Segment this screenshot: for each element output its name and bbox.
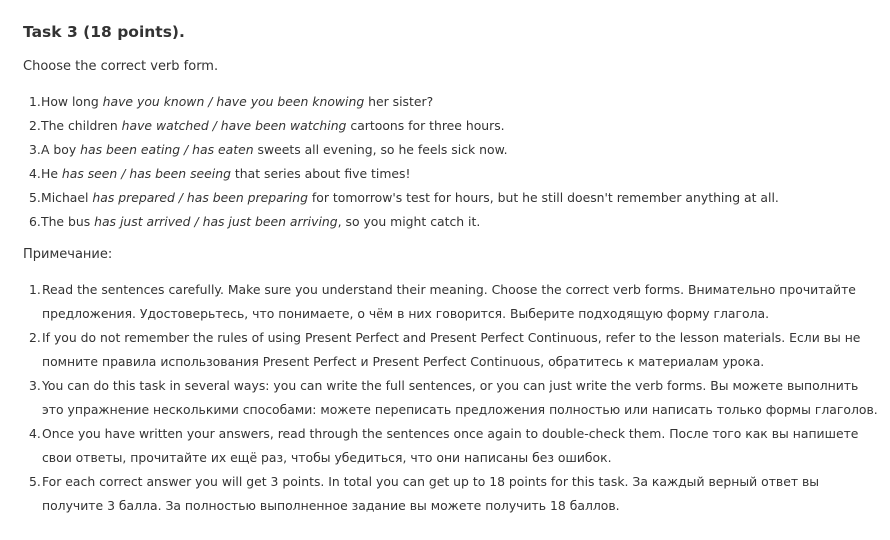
verb-options: has seen / has been seeing (61, 166, 231, 181)
sentence-number: 3. (29, 142, 41, 157)
verb-options: has been eating / has eaten (80, 142, 254, 157)
verb-options: has just arrived / has just been arriving (94, 214, 338, 229)
sentence-number: 6. (29, 214, 41, 229)
note-item (23, 422, 878, 470)
sentence-number: 2. (29, 118, 41, 133)
note-number: 2. (29, 330, 41, 345)
note-number: 1. (29, 282, 41, 297)
sentence-number: 4. (29, 166, 41, 181)
sentence-text-after: for tomorrow's test for hours, but he still doesn't remember anything at all. (307, 190, 779, 205)
sentence-item (23, 114, 878, 138)
note-item (23, 326, 878, 374)
sentence-text-after: cartoons for three hours. (346, 118, 505, 133)
note-text: Once you have written your answers, read through the sentences once again to double-check them. После того как вы напишете свои ответы, прочитайте их ещё раз, чтобы убедиться, что они написаны без ошибок. (42, 426, 859, 465)
sentence-number: 1. (29, 94, 41, 109)
sentence-text-after: that series about five times! (230, 166, 411, 181)
verb-options: have watched / have been watching (121, 118, 347, 133)
note-item (23, 374, 878, 422)
sentence-text-before: Michael (41, 190, 93, 205)
note-text: If you do not remember the rules of using Present Perfect and Present Perfect Continuous, refer to the lesson materials. Если вы не помните правила использования Present Perfect и Present Perfect Continuous, обратитесь к материалам урока. (42, 330, 861, 369)
sentence-text-after: her sister? (364, 94, 434, 109)
note-item (23, 470, 878, 518)
sentence-number: 5. (29, 190, 41, 205)
sentence-item (23, 186, 878, 210)
note-text: Read the sentences carefully. Make sure you understand their meaning. Choose the correct verb forms. Внимательно прочитайте предложения. Удостоверьтесь, что понимаете, о чём в них говорится. Выберите подходящую форму глагола. (42, 282, 856, 321)
sentence-item (23, 210, 878, 234)
verb-options: has prepared / has been preparing (92, 190, 308, 205)
sentence-text-after: , so you might catch it. (337, 214, 481, 229)
sentence-text-before: The bus (41, 214, 95, 229)
sentence-text-before: The children (41, 118, 122, 133)
note-number: 4. (29, 426, 41, 441)
sentence-item (23, 90, 878, 114)
note-list (23, 278, 878, 518)
verb-options: have you known / have you been knowing (102, 94, 365, 109)
sentence-item (23, 138, 878, 162)
note-heading: Примечание: (23, 247, 113, 262)
note-text: For each correct answer you will get 3 points. In total you can get up to 18 points for this task. За каждый верный ответ вы получите 3 балла. За полностью выполненное задание вы можете получить 18 баллов. (42, 474, 820, 513)
sentence-text-before: A boy (41, 142, 81, 157)
note-number: 3. (29, 378, 41, 393)
sentence-item (23, 162, 878, 186)
sentence-text-before: How long (41, 94, 103, 109)
task-title: Task 3 (18 points). (23, 23, 185, 41)
sentence-text-before: He (41, 166, 62, 181)
note-number: 5. (29, 474, 41, 489)
note-text: You can do this task in several ways: you can write the full sentences, or you can just write the verb forms. Вы можете выполнить это упражнение несколькими способами: можете переписать предложения полностью или написать только формы глаголов. (42, 378, 878, 417)
task-instruction: Choose the correct verb form. (23, 59, 219, 74)
sentence-list (23, 90, 878, 234)
note-item (23, 278, 878, 326)
sentence-text-after: sweets all evening, so he feels sick now. (253, 142, 508, 157)
